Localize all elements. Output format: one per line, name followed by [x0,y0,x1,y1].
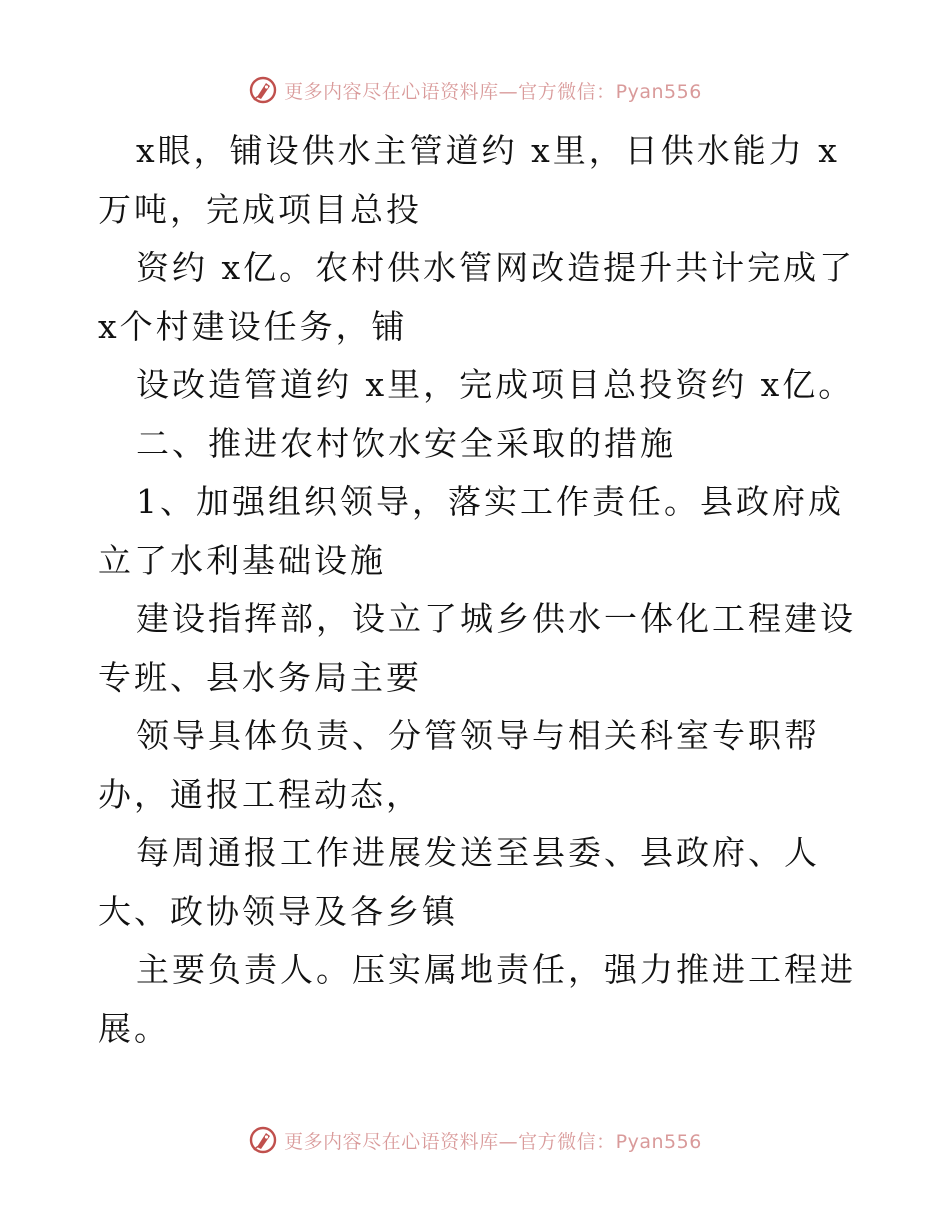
watermark-text: 更多内容尽在心语资料库—官方微信：Pyan556 [284,80,702,103]
paragraph: 每周通报工作进展发送至县委、县政府、人大、政协领导及各乡镇 [98,833,820,931]
paragraph: 1、加强组织领导，落实工作责任。县政府成立了水利基础设施 [98,482,844,580]
footer-watermark [0,1120,950,1160]
pen-nib-circle-icon [248,1125,278,1155]
document-body [98,122,868,1058]
paragraph: 设改造管道约 x里，完成项目总投资约 x亿。 [136,365,855,404]
paragraph: 资约 x亿。农村供水管网改造提升共计完成了x个村建设任务，铺 [98,248,856,346]
pen-nib-circle-icon [248,75,278,105]
section-heading: 二、推进农村饮水安全采取的措施 [136,423,676,463]
watermark-text: 更多内容尽在心语资料库—官方微信：Pyan556 [284,1130,702,1153]
paragraph: 主要负责人。压实属地责任，强力推进工程进展。 [98,950,856,1048]
paragraph: x眼，铺设供水主管道约 x里，日供水能力 x万吨，完成项目总投 [98,131,840,229]
paragraph: 建设指挥部，设立了城乡供水一体化工程建设专班、县水务局主要 [98,599,856,697]
header-watermark [0,70,950,110]
paragraph: 领导具体负责、分管领导与相关科室专职帮办，通报工程动态， [98,716,820,814]
